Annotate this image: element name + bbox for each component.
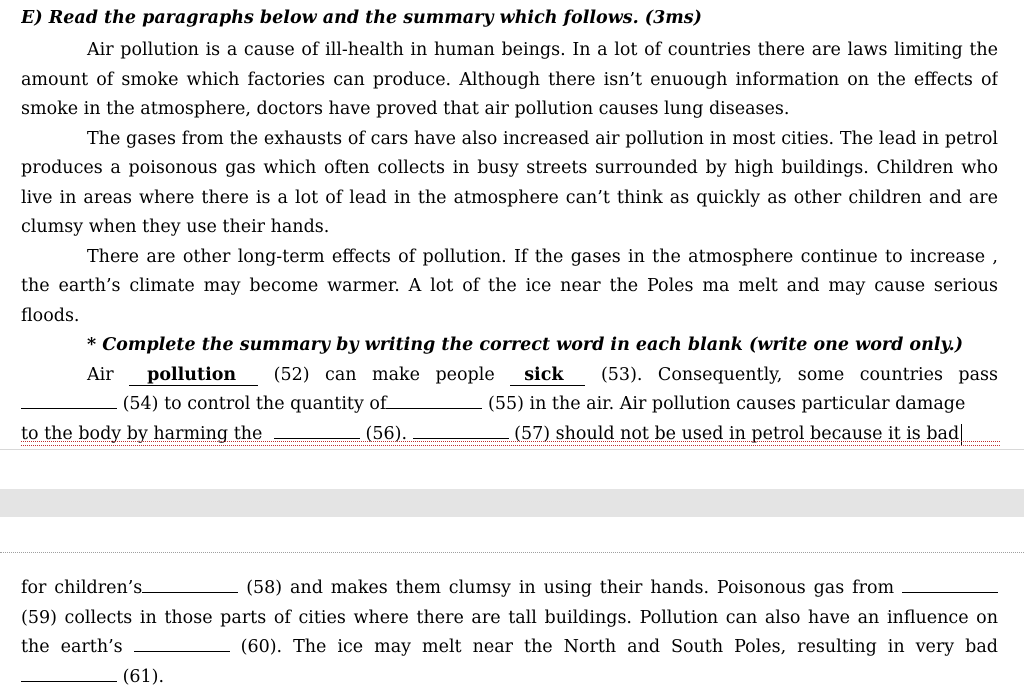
summary-text: (54) to control the quantity of [122, 394, 387, 414]
paragraph-1-line-2: amount of smoke which factories can produce. Although there isn’t enuough information on the effects of [21, 69, 998, 90]
summary-text: for children’s [21, 578, 143, 598]
summary-text: (60). The ice may melt near the North and South Poles, resulting in very bad [240, 637, 998, 657]
summary-text: (55) in the air. Air pollution causes particular damage [488, 394, 966, 414]
page-break-separator [0, 552, 1024, 553]
summary-text: (57) should not be used in petrol because it is bad [514, 423, 960, 444]
summary-line-6 [21, 633, 998, 663]
summary-text: (58) and makes them clumsy in using their hands. Poisonous gas from [246, 578, 895, 598]
paragraph-3-line-3: floods. [21, 305, 80, 326]
paragraph-2-line-4: clumsy when they use their hands. [21, 217, 330, 237]
answer-52[interactable]: pollution [129, 365, 258, 386]
summary-text: (53). Consequently, some countries pass [600, 364, 998, 385]
summary-text: (61). [122, 666, 165, 687]
blank-59[interactable] [902, 575, 998, 593]
section-heading: E) Read the paragraphs below and the summary which follows. (3ms) [21, 8, 702, 28]
summary-line-4 [21, 574, 998, 604]
instruction: * Complete the summary by writing the correct word in each blank (write one word only.) [87, 335, 963, 355]
blank-61[interactable] [21, 664, 117, 682]
blank-56[interactable] [274, 421, 360, 439]
worksheet-bottom [21, 574, 998, 692]
paragraph-3-line-2: the earth’s climate may become warmer. A lot of the ice near the Poles ma melt and may cause serious [21, 276, 998, 296]
spellcheck-underline [21, 445, 1000, 446]
blank-58[interactable] [142, 575, 238, 593]
page-break-band [0, 489, 1024, 517]
summary-text: Air [87, 364, 114, 385]
answer-53[interactable]: sick [510, 365, 585, 386]
summary-text: the earth’s [21, 637, 123, 657]
paragraph-3-line-1: There are other long-term effects of pollution. If the gases in the atmosphere continue to increase , [87, 246, 998, 267]
paragraph-2-line-3: live in areas where there is a lot of lead in the atmosphere can’t think as quickly as other children and are [21, 187, 998, 208]
blank-57[interactable] [413, 421, 509, 439]
paragraph-2-line-2: produces a poisonous gas which often collects in busy streets surrounded by high buildings. Children who [21, 158, 998, 178]
blank-54[interactable] [21, 391, 117, 409]
summary-text: to the body by harming the [21, 423, 263, 444]
paragraph-1-line-1: Air pollution is a cause of ill-health in human beings. In a lot of countries there are laws limiting the [87, 40, 998, 60]
summary-line-7 [21, 663, 998, 692]
worksheet-top [21, 0, 998, 449]
summary-line-2 [21, 390, 998, 420]
summary-text: (52) can make people [273, 364, 495, 385]
spellcheck-underline [21, 441, 1000, 442]
blank-60[interactable] [134, 634, 230, 652]
paragraph-2-line-1: The gases from the exhausts of cars have also increased air pollution in most cities. The lead in petrol [87, 128, 998, 149]
blank-55[interactable] [386, 391, 482, 409]
summary-line-1 [21, 361, 998, 391]
summary-text: (56). [365, 423, 408, 444]
summary-line-5: (59) collects in those parts of cities where there are tall buildings. Pollution can also have an influence on [21, 607, 998, 628]
page-gap [0, 449, 1024, 490]
paragraph-1-line-3: smoke in the atmosphere, doctors have proved that air pollution causes lung diseases. [21, 99, 790, 119]
